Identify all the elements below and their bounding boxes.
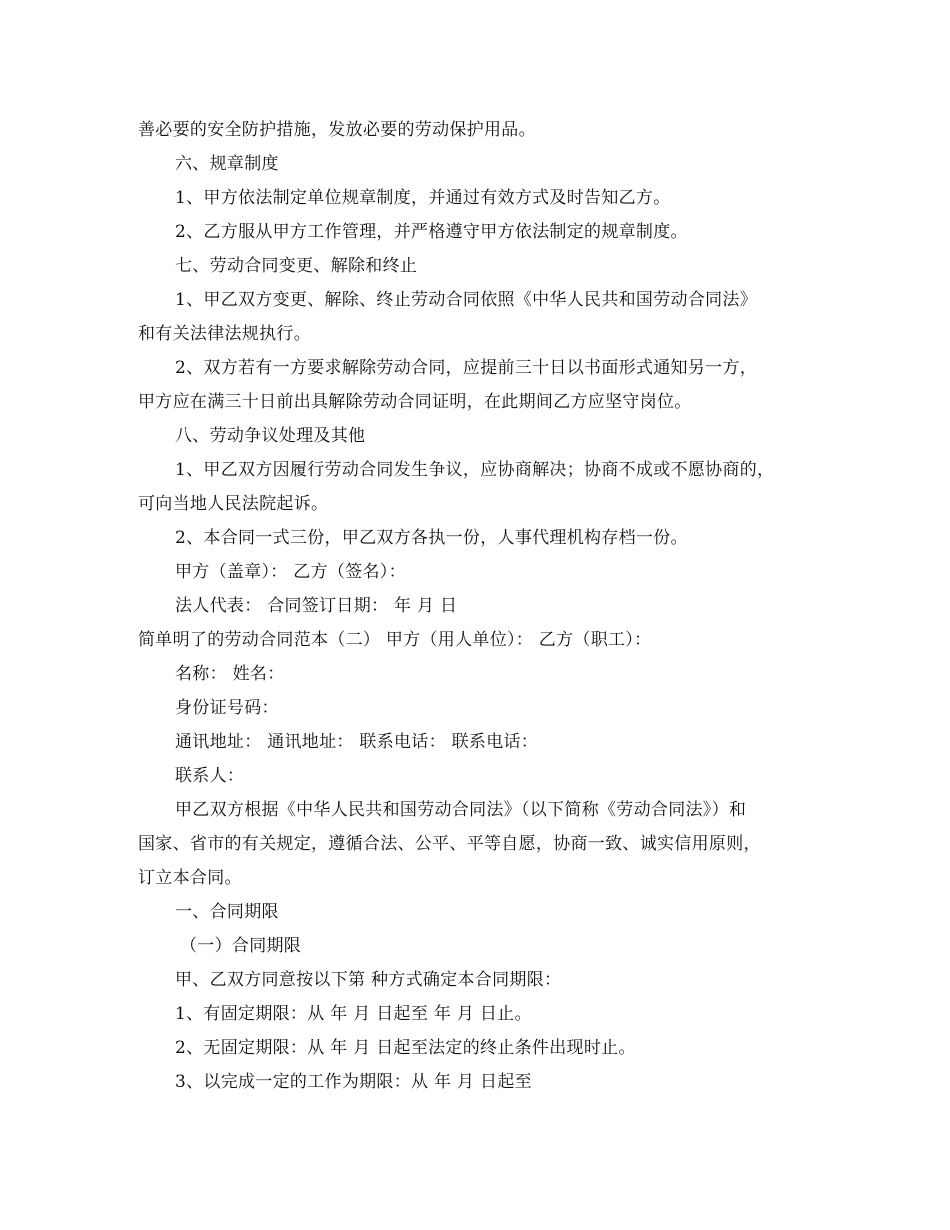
form-field-line: 身份证号码： (175, 698, 279, 718)
paragraph-line: 1、甲乙双方变更、解除、终止劳动合同依照《中华人民共和国劳动合同法》 (175, 290, 758, 310)
paragraph-line: 2、乙方服从甲方工作管理，并严格遵守甲方依法制定的规章制度。 (175, 222, 688, 242)
signature-line: 甲方（盖章）： 乙方（签名）： (175, 562, 406, 582)
paragraph-line: 和有关法律法规执行。 (138, 324, 311, 344)
paragraph-line: 2、无固定期限：从 年 月 日起至法定的终止条件出现时止。 (175, 1038, 636, 1058)
paragraph-line: 1、甲方依法制定单位规章制度，并通过有效方式及时告知乙方。 (175, 188, 671, 208)
paragraph-line: 国家、省市的有关规定，遵循合法、公平、平等自愿，协商一致、诚实信用原则， (138, 834, 761, 854)
paragraph-line: 2、本合同一式三份，甲乙双方各执一份，人事代理机构存档一份。 (175, 528, 688, 548)
subsection-heading: （一）合同期限 (180, 936, 302, 956)
section-heading: 一、合同期限 (175, 902, 279, 922)
document-title-line: 简单明了的劳动合同范本（二） 甲方（用人单位）： 乙方（职工）： (138, 630, 652, 650)
paragraph-line: 善必要的安全防护措施，发放必要的劳动保护用品。 (138, 120, 536, 140)
signature-line: 法人代表： 合同签订日期： 年 月 日 (175, 596, 458, 616)
section-heading: 八、劳动争议处理及其他 (175, 426, 366, 446)
form-field-line: 通讯地址： 通讯地址： 联系电话： 联系电话： (175, 732, 539, 752)
paragraph-line: 可向当地人民法院起诉。 (138, 494, 329, 514)
paragraph-line: 3、以完成一定的工作为期限：从 年 月 日起至 (175, 1072, 532, 1092)
paragraph-line: 甲方应在满三十日前出具解除劳动合同证明，在此期间乙方应坚守岗位。 (138, 392, 692, 412)
section-heading: 六、规章制度 (175, 154, 279, 174)
paragraph-line: 甲乙双方根据《中华人民共和国劳动合同法》（以下简称《劳动合同法》）和 (175, 800, 747, 820)
form-field-line: 联系人： (175, 766, 245, 786)
form-field-line: 名称： 姓名： (175, 664, 285, 684)
paragraph-line: 1、甲乙双方因履行劳动合同发生争议，应协商解决；协商不成或不愿协商的， (175, 460, 775, 480)
paragraph-line: 2、双方若有一方要求解除劳动合同，应提前三十日以书面形式通知另一方， (175, 358, 758, 378)
paragraph-line: 甲、乙双方同意按以下第 种方式确定本合同期限： (175, 970, 562, 990)
paragraph-line: 订立本合同。 (138, 868, 242, 888)
section-heading: 七、劳动合同变更、解除和终止 (175, 256, 418, 276)
paragraph-line: 1、有固定期限：从 年 月 日起至 年 月 日止。 (175, 1004, 532, 1024)
